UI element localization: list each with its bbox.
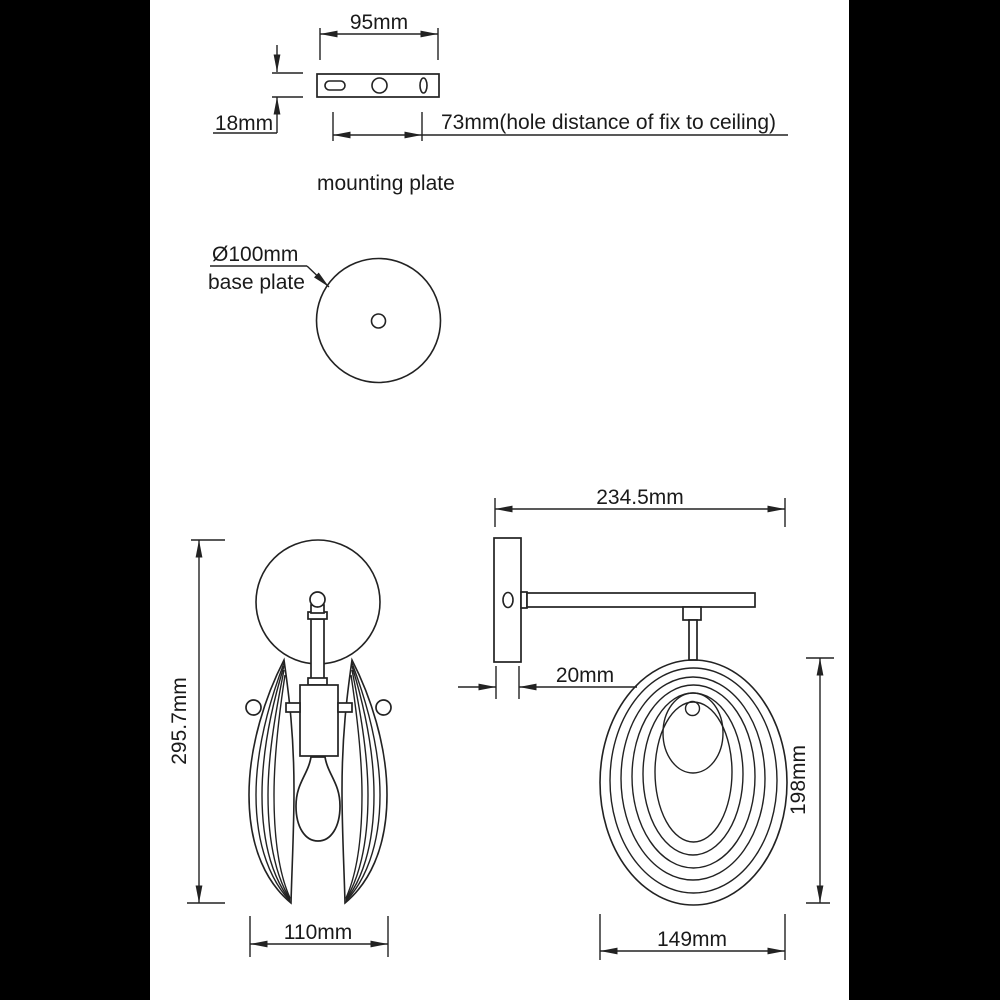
- stem-collar: [308, 678, 327, 685]
- drop-connector: [683, 607, 701, 620]
- dim-label-73mm: 73mm(hole distance of fix to ceiling): [441, 111, 776, 134]
- dim-label-diameter-100mm: Ø100mm: [212, 243, 299, 266]
- dim-label-110mm: 110mm: [283, 921, 353, 944]
- left-knob: [246, 700, 261, 715]
- left-arm: [286, 703, 300, 712]
- wall-plate-side: [494, 538, 521, 662]
- right-knob: [376, 700, 391, 715]
- support-arm: [527, 593, 755, 607]
- dim-label-18mm: 18mm: [214, 112, 274, 135]
- dim-label-234.5mm: 234.5mm: [596, 486, 684, 509]
- dim-label-149mm: 149mm: [656, 928, 728, 951]
- lamp-holder-body: [300, 685, 338, 756]
- dim-label-95mm: 95mm: [349, 11, 409, 34]
- right-arm: [338, 703, 352, 712]
- arm-bracket: [521, 592, 527, 608]
- base-plate-caption: base plate: [208, 271, 305, 294]
- finial-ball: [310, 592, 325, 607]
- dim-label-20mm: 20mm: [555, 664, 615, 687]
- drop-rod: [689, 620, 697, 660]
- dim-label-198mm: 198mm: [787, 744, 810, 816]
- mounting-plate-caption: mounting plate: [317, 172, 455, 195]
- stem-rod: [311, 619, 324, 679]
- dim-label-295.7mm: 295.7mm: [168, 677, 191, 765]
